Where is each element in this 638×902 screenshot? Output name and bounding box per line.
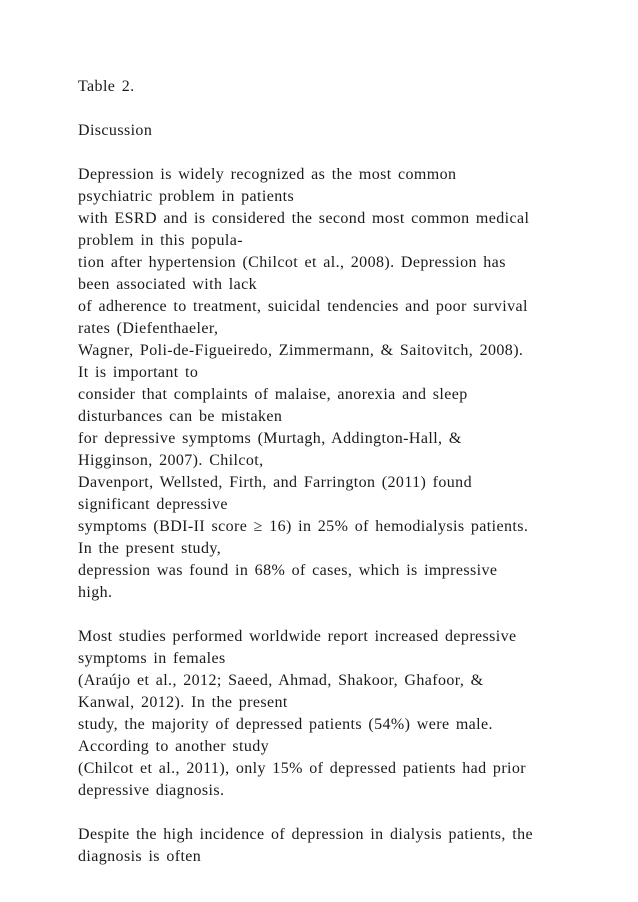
paragraph-line: been associated with lack [78, 276, 258, 293]
paragraph-line: depressive diagnosis. [78, 782, 225, 799]
paragraph-line: Higginson, 2007). Chilcot, [78, 452, 264, 469]
paragraph-line: symptoms (BDI-II score ≥ 16) in 25% of hemodialysis patients. [78, 518, 529, 535]
paragraph-3 [78, 824, 598, 868]
paragraph-line: depression was found in 68% of cases, which is impressive [78, 562, 498, 579]
paragraph-line: psychiatric problem in patients [78, 188, 295, 205]
paragraph-line: In the present study, [78, 540, 222, 557]
paragraph-line: Kanwal, 2012). In the present [78, 694, 288, 711]
paragraph-line: It is important to [78, 364, 199, 381]
paragraph-line: tion after hypertension (Chilcot et al., 2008). Depression has [78, 254, 506, 271]
paragraph-line: rates (Diefenthaeler, [78, 320, 219, 337]
paragraph-line: symptoms in females [78, 650, 226, 667]
paragraph-line: Depression is widely recognized as the most common [78, 166, 457, 183]
paragraph-line: high. [78, 584, 113, 601]
section-heading: Discussion [78, 122, 153, 139]
paragraph-line: for depressive symptoms (Murtagh, Addington-Hall, & [78, 430, 462, 447]
paragraph-2 [78, 626, 598, 802]
paragraph-line: According to another study [78, 738, 270, 755]
spacer [78, 98, 598, 120]
paragraph-1 [78, 164, 598, 604]
paragraph-line: (Araújo et al., 2012; Saeed, Ahmad, Shakoor, Ghafoor, & [78, 672, 484, 689]
paragraph-line: consider that complaints of malaise, anorexia and sleep [78, 386, 468, 403]
paragraph-line: with ESRD and is considered the second most common medical [78, 210, 530, 227]
paragraph-line: problem in this popula- [78, 232, 243, 249]
paragraph-line: disturbances can be mistaken [78, 408, 283, 425]
paragraph-line: study, the majority of depressed patients (54%) were male. [78, 716, 493, 733]
paragraph-line: Despite the high incidence of depression in dialysis patients, the [78, 826, 533, 843]
paragraph-line: Wagner, Poli-de-Figueiredo, Zimmermann, & Saitovitch, 2008). [78, 342, 524, 359]
paragraph-line: diagnosis is often [78, 848, 202, 865]
document-body [78, 76, 598, 868]
spacer [78, 604, 598, 626]
paragraph-line: significant depressive [78, 496, 228, 513]
table-label: Table 2. [78, 78, 135, 95]
spacer [78, 142, 598, 164]
paragraph-line: Most studies performed worldwide report increased depressive [78, 628, 517, 645]
spacer [78, 802, 598, 824]
paragraph-line: of adherence to treatment, suicidal tendencies and poor survival [78, 298, 528, 315]
paragraph-line: Davenport, Wellsted, Firth, and Farrington (2011) found [78, 474, 472, 491]
paragraph-line: (Chilcot et al., 2011), only 15% of depressed patients had prior [78, 760, 527, 777]
